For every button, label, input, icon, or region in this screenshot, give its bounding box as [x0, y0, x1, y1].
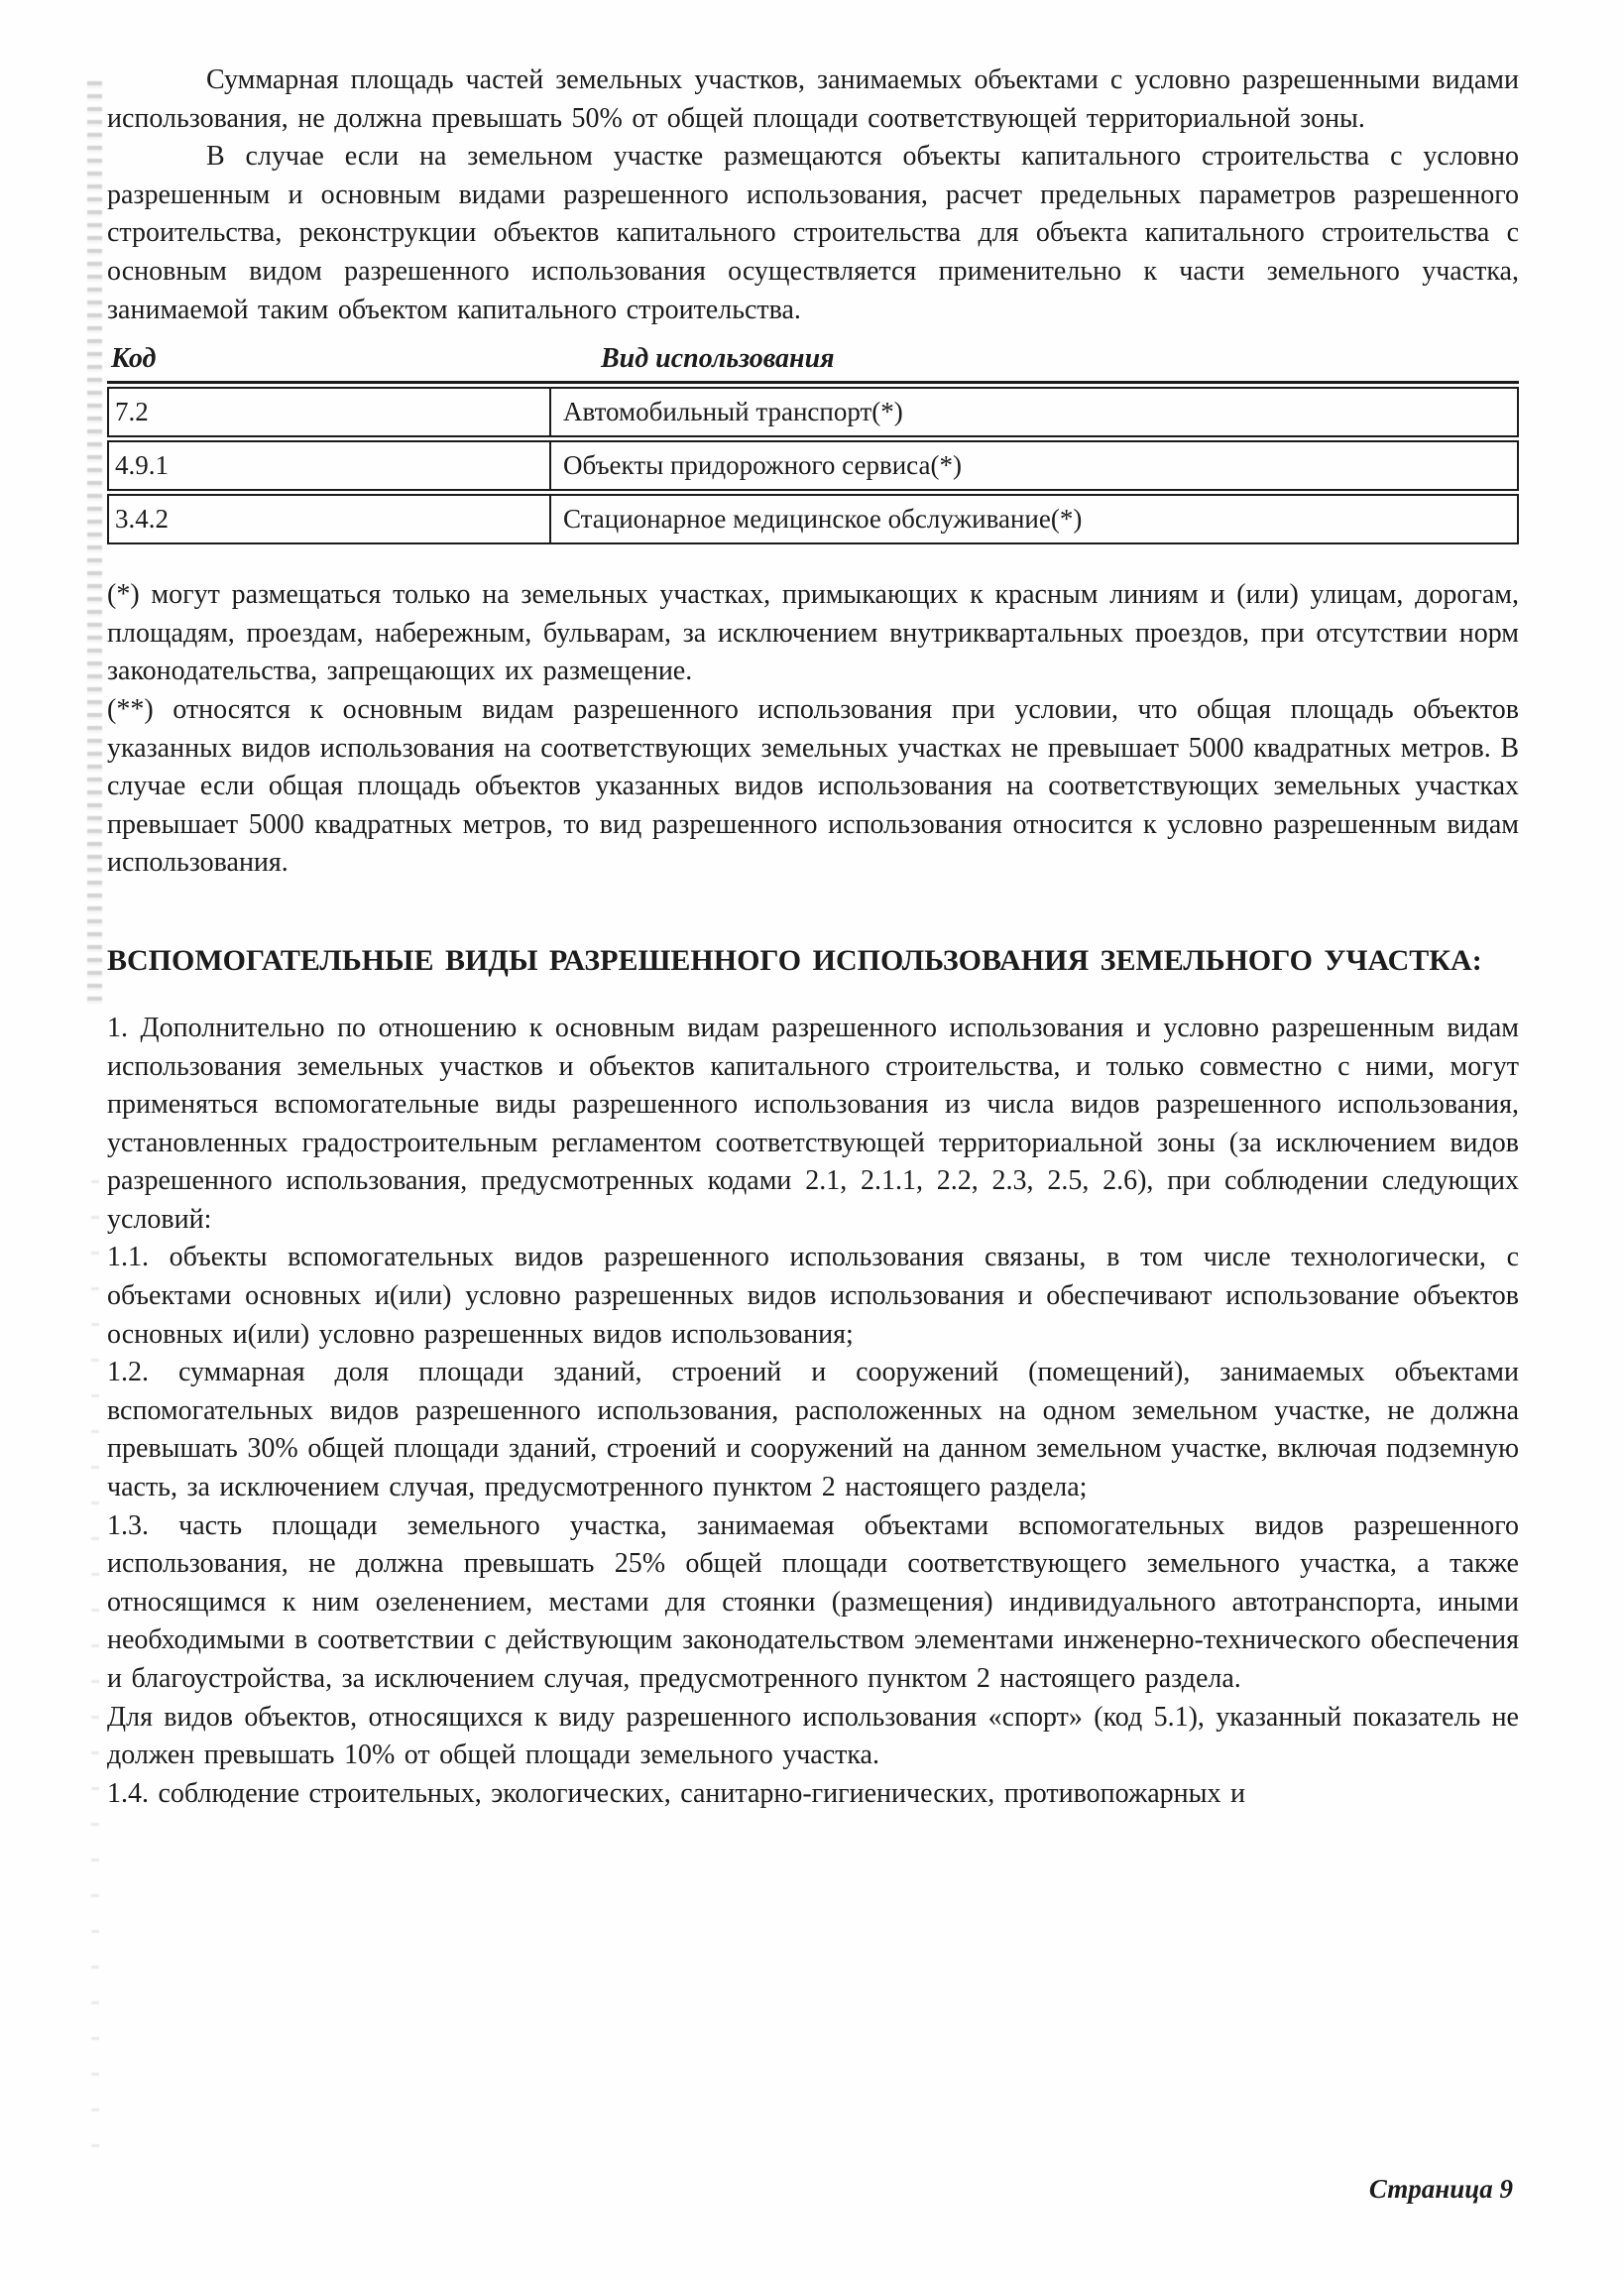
table-header-code: Код [111, 343, 157, 375]
section-1-4: 1.4. соблюдение строительных, экологических, санитарно-гигиенических, противопожарных и [107, 1777, 1245, 1809]
footnote-single-asterisk: (*) могут размещаться только на земельных участках, примыкающих к красным линиям и (или) улицам, дорогам, площадям, проездам, набережным, бульварам, за исключением внутриквартальных проездов, при отсутствии норм законодательства, запрещающих их размещение. [107, 579, 1519, 687]
scan-artifact-left-edge [87, 81, 102, 1009]
footnote-double-asterisk: (**) относятся к основным видам разрешенного использования при условии, что общая площадь объектов указанных видов использования на соответствующих земельных участках не превышает 5000 квадратных метров. В случае если общая площадь объектов указанных видов использования на соответствующих земельных участках превышает 5000 квадратных метров, то вид разрешенного использования относится к условно разрешенным видам использования. [107, 693, 1519, 879]
table-header-row [107, 337, 1519, 384]
table-row [107, 440, 1519, 491]
table-header-use: Вид использования [601, 343, 835, 375]
paragraph-capital-construction-rule: В случае если на земельном участке размещаются объекты капитального строительства с условно разрешенным и основным видами разрешенного использования, расчет предельных параметров разрешенного строительства, реконструкции объектов капитального строительства для объекта капитального строительства с основным видом разрешенного использования осуществляется применительно к части земельного участка, занимаемой таким объектом капитального строительства. [107, 141, 1519, 325]
table-cell-use: Стационарное медицинское обслуживание(*) [563, 504, 1083, 535]
land-use-table [107, 337, 1519, 544]
paragraph-total-area-rule: Суммарная площадь частей земельных участков, занимаемых объектами с условно разрешенными видами использования, не должна превышать 50% от общей площади соответствующей территориальной зоны. [107, 64, 1519, 134]
auxiliary-uses-heading: ВСПОМОГАТЕЛЬНЫЕ ВИДЫ РАЗРЕШЕННОГО ИСПОЛЬЗОВАНИЯ ЗЕМЕЛЬНОГО УЧАСТКА: [107, 943, 1482, 977]
section-1-3-sport-note: Для видов объектов, относящихся к виду разрешенного использования «спорт» (код 5.1), указанный показатель не должен превышать 10% от общей площади земельного участка. [107, 1701, 1519, 1771]
section-1-2: 1.2. суммарная доля площади зданий, строений и сооружений (помещений), занимаемых объектами вспомогательных видов разрешенного использования, расположенных на одном земельном участке, не должна превышать 30% общей площади зданий, строений и сооружений на данном земельном участке, включая подземную часть, за исключением случая, предусмотренного пунктом 2 настоящего раздела; [107, 1357, 1519, 1503]
table-cell-code: 3.4.2 [109, 496, 551, 542]
table-cell-use: Объекты придорожного сервиса(*) [563, 450, 962, 481]
document-body [107, 61, 1519, 1813]
table-cell-use: Автомобильный транспорт(*) [563, 397, 903, 427]
page-number-label: Страница 9 [1368, 2174, 1513, 2204]
section-1-3: 1.3. часть площади земельного участка, занимаемая объектами вспомогательных видов разрешенного использования, не должна превышать 25% общей площади соответствующего земельного участка, а также относящимся к ним озеленением, местами для стоянки (размещения) индивидуального автотранспорта, иными необходимыми в соответствии с действующим законодательством элементами инженерно-технического обеспечения и благоустройства, за исключением случая, предусмотренного пунктом 2 настоящего раздела. [107, 1509, 1519, 1694]
table-cell-code: 7.2 [109, 389, 551, 435]
table-cell-code: 4.9.1 [109, 442, 551, 489]
table-row [107, 494, 1519, 544]
table-row [107, 387, 1519, 437]
section-1: 1. Дополнительно по отношению к основным видам разрешенного использования и условно разрешенным видам использования земельных участков и объектов капитального строительства, и только совместно с ними, могут применяться вспомогательные виды разрешенного использования из числа видов разрешенного использования, установленных градостроительным регламентом соответствующей территориальной зоны (за исключением видов разрешенного использования, предусмотренных кодами 2.1, 2.1.1, 2.2, 2.3, 2.5, 2.6), при соблюдении следующих условий: [107, 1012, 1519, 1235]
scan-artifact-left-edge-lower [91, 1180, 99, 2172]
section-1-1: 1.1. объекты вспомогательных видов разрешенного использования связаны, в том числе технологически, с объектами основных и(или) условно разрешенных видов использования и обеспечивают использование объектов основных и(или) условно разрешенных видов использования; [107, 1242, 1519, 1350]
